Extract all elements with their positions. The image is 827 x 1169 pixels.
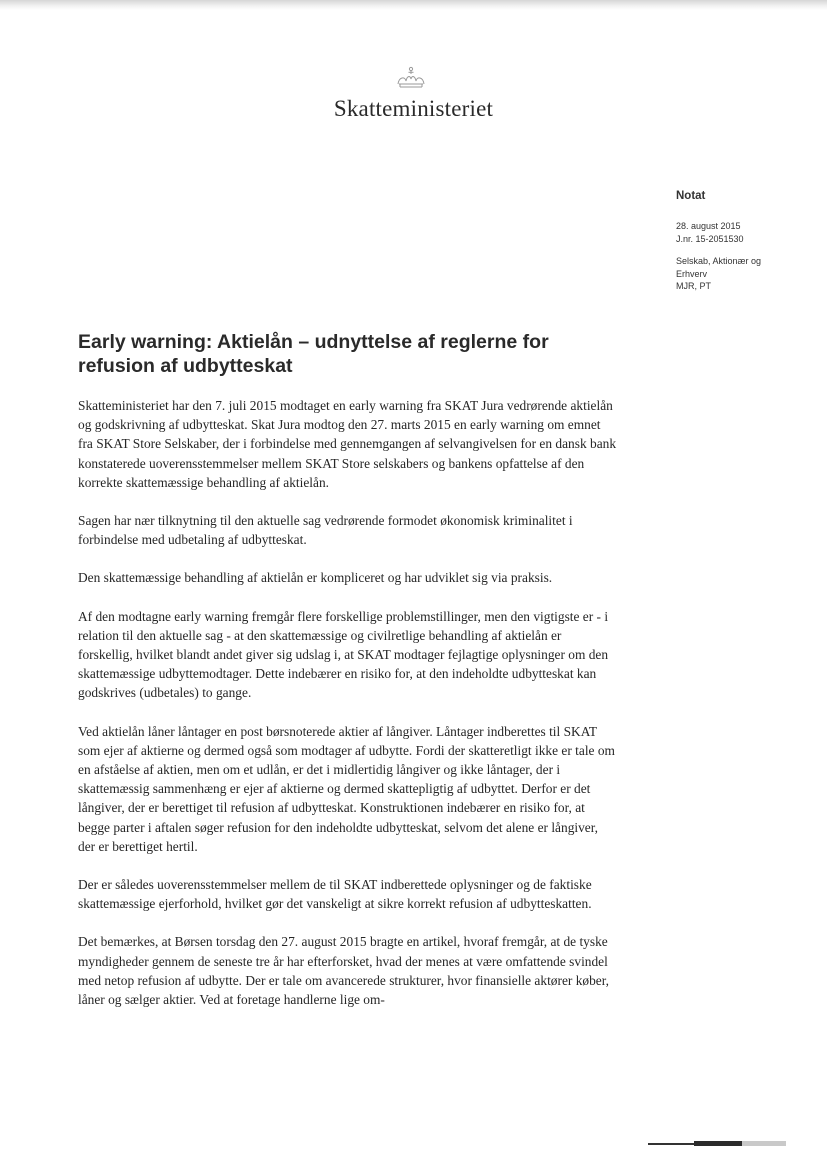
meta-department-block: [676, 255, 816, 293]
document-body: [78, 396, 618, 1028]
paragraph-7: Det bemærkes, at Børsen torsdag den 27. august 2015 bragte en artikel, hvoraf fremgår, at de tyske myndigheder gennem de seneste tre år har efterforsket, hvad der menes at være omfattende svindel med netop refusion af udbytte. Der er tale om avancerede strukturer, hvor finansielle aktører køber, låner og sælger aktier. Ved at foretage handlerne lige om-: [78, 934, 609, 1008]
department-line-2: Erhverv: [676, 268, 708, 279]
footer-bar-segment: [742, 1141, 786, 1146]
paragraph-5: Ved aktielån låner låntager en post børsnoterede aktier af långiver. Låntager indberettes til SKAT som ejer af aktierne og dermed også som modtager af udbytte. Fordi der skatteretligt ikke er tale om en afståelse af aktien, men om et udlån, er det i midlertidig långiver og ikke låntager, der i skattemæssig sammenhæng er ejer af aktierne og dermed skattepligtig af udbyttet. Derfor er det långiver, der er berettiget til refusion af udbytteskat. Konstruktionen indebærer en risiko for, at begge parter i aftalen søger refusion for den indeholdte udbytteskat, selvom det alene er långiver, der er berettiget hertil.: [78, 723, 615, 854]
paragraph-2: Sagen har nær tilknytning til den aktuelle sag vedrørende formodet økonomisk kriminalitet i forbindelse med udbetaling af udbytteskat.: [78, 513, 573, 548]
crown-logo-icon: [394, 66, 428, 94]
footer-bar-segment: [648, 1143, 694, 1145]
author-initials: MJR, PT: [676, 281, 711, 291]
document-date: 28. august 2015: [676, 221, 741, 231]
department-line-1: Selskab, Aktionær og: [676, 256, 762, 266]
footer-bar-segment: [694, 1141, 742, 1146]
paragraph-6: Der er således uoverensstemmelser mellem de til SKAT indberettede oplysninger og de faktiske skattemæssige ejerforhold, hvilket gør det vanskeligt at sikre korrekt refusion af udbytteskatten.: [78, 877, 592, 912]
paragraph-3: Den skattemæssige behandling af aktielån er kompliceret og har udviklet sig via praksis.: [78, 570, 553, 586]
note-label: Notat: [676, 190, 706, 202]
footer-page-bar: [648, 1141, 786, 1146]
document-title: Early warning: Aktielån – udnyttelse af reglerne for refusion af udbytteskat: [78, 331, 549, 377]
ministry-name: Skatteministeriet: [333, 96, 494, 121]
paragraph-4: Af den modtagne early warning fremgår flere forskellige problemstillinger, men den vigtigste er - i relation til den aktuelle sag - at den skattemæssige og civilretlige behandling af aktielån er forskellig, hvilket blandt andet giver sig udslag i, at SKAT modtager fejlagtige oplysninger om den skattemæssige udbyttemodtager. Dette indebærer en risiko for, at den indeholdte udbytteskat kan godskrives (udbetales) to gange.: [78, 608, 609, 701]
document-meta-sidebar: [676, 190, 816, 303]
scan-edge: [0, 0, 827, 10]
journal-number: J.nr. 15-2051530: [676, 233, 744, 244]
meta-date-block: [676, 220, 816, 245]
paragraph-1: Skatteministeriet har den 7. juli 2015 modtaget en early warning fra SKAT Jura vedrørende aktielån og godskrivning af udbytteskat. Skat Jura modtog den 27. marts 2015 en early warning om emnet fra SKAT Store Selskaber, der i forbindelse med gennemgangen af selvangivelsen for en dansk bank konstaterede uoverensstemmelser mellem SKAT Store selskabers og bankens opfattelse af den korrekte skattemæssige behandling af aktielån.: [78, 398, 617, 490]
